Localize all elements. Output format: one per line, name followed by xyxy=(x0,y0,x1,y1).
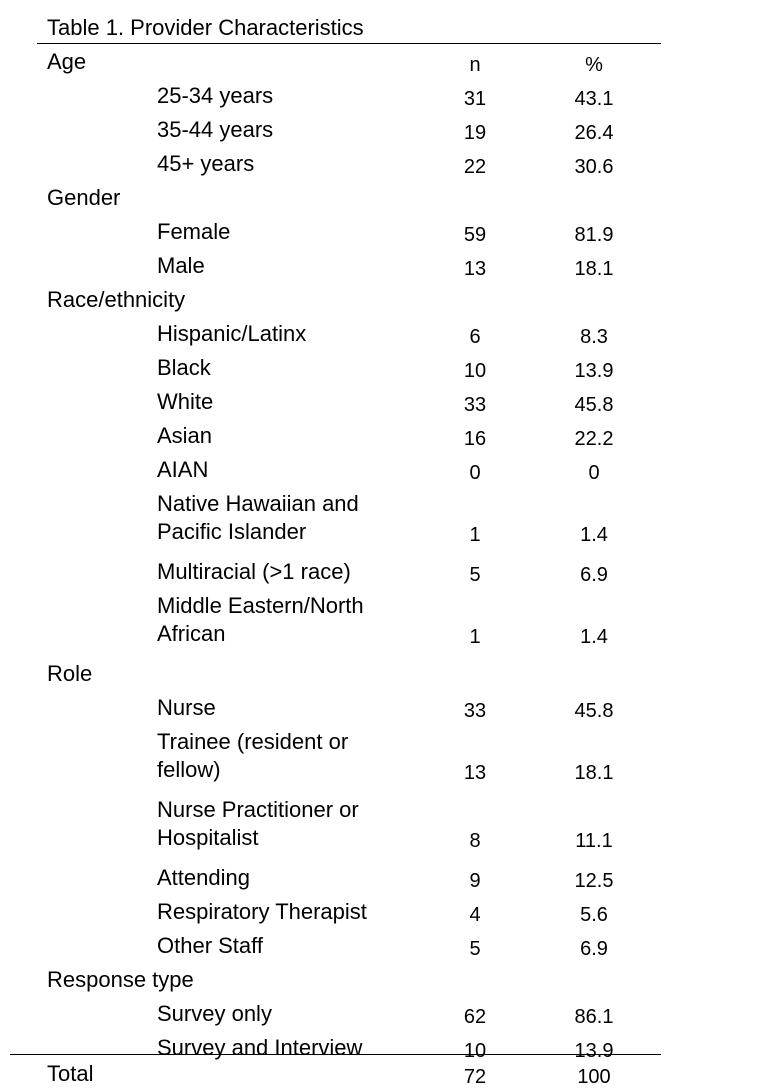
row-label: Survey and Interview xyxy=(157,1035,363,1060)
row-label: AIAN xyxy=(157,457,209,482)
row-pct: 0 xyxy=(588,462,600,484)
row-label: Hospitalist xyxy=(157,825,259,850)
row-pct: 43.1 xyxy=(574,88,614,110)
row-pct: 45.8 xyxy=(574,700,614,722)
row-n: 1 xyxy=(469,524,481,546)
row-n: 9 xyxy=(469,870,481,892)
row-pct: 12.5 xyxy=(574,870,614,892)
row-label: Respiratory Therapist xyxy=(157,899,367,924)
row-pct: 6.9 xyxy=(580,564,608,586)
row-label: fellow) xyxy=(157,757,221,782)
row-label: Middle Eastern/North xyxy=(157,593,364,618)
total-label: Total xyxy=(47,1061,94,1086)
row-label: Trainee (resident or xyxy=(157,729,349,754)
row-n: 33 xyxy=(463,394,487,416)
row-label: 45+ years xyxy=(157,151,255,176)
row-pct: 81.9 xyxy=(574,224,614,246)
row-label: Pacific Islander xyxy=(157,519,307,544)
column-header-pct: % xyxy=(585,54,603,76)
row-label: Female xyxy=(157,219,231,244)
row-pct: 6.9 xyxy=(580,938,608,960)
row-label: African xyxy=(157,621,226,646)
row-pct: 1.4 xyxy=(580,626,608,648)
category-label: Role xyxy=(47,661,93,686)
row-label: Male xyxy=(157,253,205,278)
row-label: Nurse Practitioner or xyxy=(157,797,359,822)
row-label: 35-44 years xyxy=(157,117,274,142)
total-pct: 100 xyxy=(577,1066,611,1088)
row-label: White xyxy=(157,389,214,414)
row-n: 0 xyxy=(469,462,481,484)
category-label: Gender xyxy=(47,185,121,210)
row-pct: 8.3 xyxy=(580,326,608,348)
row-n: 19 xyxy=(463,122,487,144)
row-n: 33 xyxy=(463,700,487,722)
row-pct: 18.1 xyxy=(574,258,614,280)
row-n: 59 xyxy=(463,224,487,246)
row-pct: 18.1 xyxy=(574,762,614,784)
top-rule xyxy=(37,43,661,44)
row-n: 8 xyxy=(469,830,481,852)
category-label: Age xyxy=(47,49,87,74)
row-n: 31 xyxy=(463,88,487,110)
row-n: 13 xyxy=(463,762,487,784)
row-label: Multiracial (>1 race) xyxy=(157,559,351,584)
row-label: Attending xyxy=(157,865,250,890)
row-label: Survey only xyxy=(157,1001,272,1026)
row-pct: 26.4 xyxy=(574,122,614,144)
row-pct: 13.9 xyxy=(574,1040,614,1062)
row-n: 13 xyxy=(463,258,487,280)
column-header-n: n xyxy=(469,54,481,76)
row-pct: 13.9 xyxy=(574,360,614,382)
row-n: 10 xyxy=(463,360,487,382)
row-pct: 11.1 xyxy=(575,830,613,852)
row-label: Black xyxy=(157,355,211,380)
row-n: 22 xyxy=(463,156,487,178)
total-n: 72 xyxy=(463,1066,487,1088)
row-n: 62 xyxy=(463,1006,487,1028)
row-pct: 30.6 xyxy=(574,156,614,178)
row-n: 4 xyxy=(469,904,481,926)
row-pct: 5.6 xyxy=(580,904,608,926)
row-label: Hispanic/Latinx xyxy=(157,321,307,346)
row-n: 5 xyxy=(469,564,481,586)
row-label: 25-34 years xyxy=(157,83,274,108)
row-n: 16 xyxy=(463,428,487,450)
row-n: 10 xyxy=(463,1040,487,1062)
row-pct: 86.1 xyxy=(574,1006,614,1028)
row-n: 1 xyxy=(469,626,481,648)
row-label: Other Staff xyxy=(157,933,263,958)
bottom-rule xyxy=(10,1054,661,1055)
row-label: Native Hawaiian and xyxy=(157,491,359,516)
table-title: Table 1. Provider Characteristics xyxy=(47,15,364,40)
row-n: 6 xyxy=(469,326,481,348)
row-pct: 45.8 xyxy=(574,394,614,416)
row-label: Asian xyxy=(157,423,213,448)
row-pct: 22.2 xyxy=(574,428,614,450)
row-label: Nurse xyxy=(157,695,216,720)
row-pct: 1.4 xyxy=(580,524,608,546)
category-label: Response type xyxy=(47,967,194,992)
row-n: 5 xyxy=(469,938,481,960)
category-label: Race/ethnicity xyxy=(47,287,186,312)
